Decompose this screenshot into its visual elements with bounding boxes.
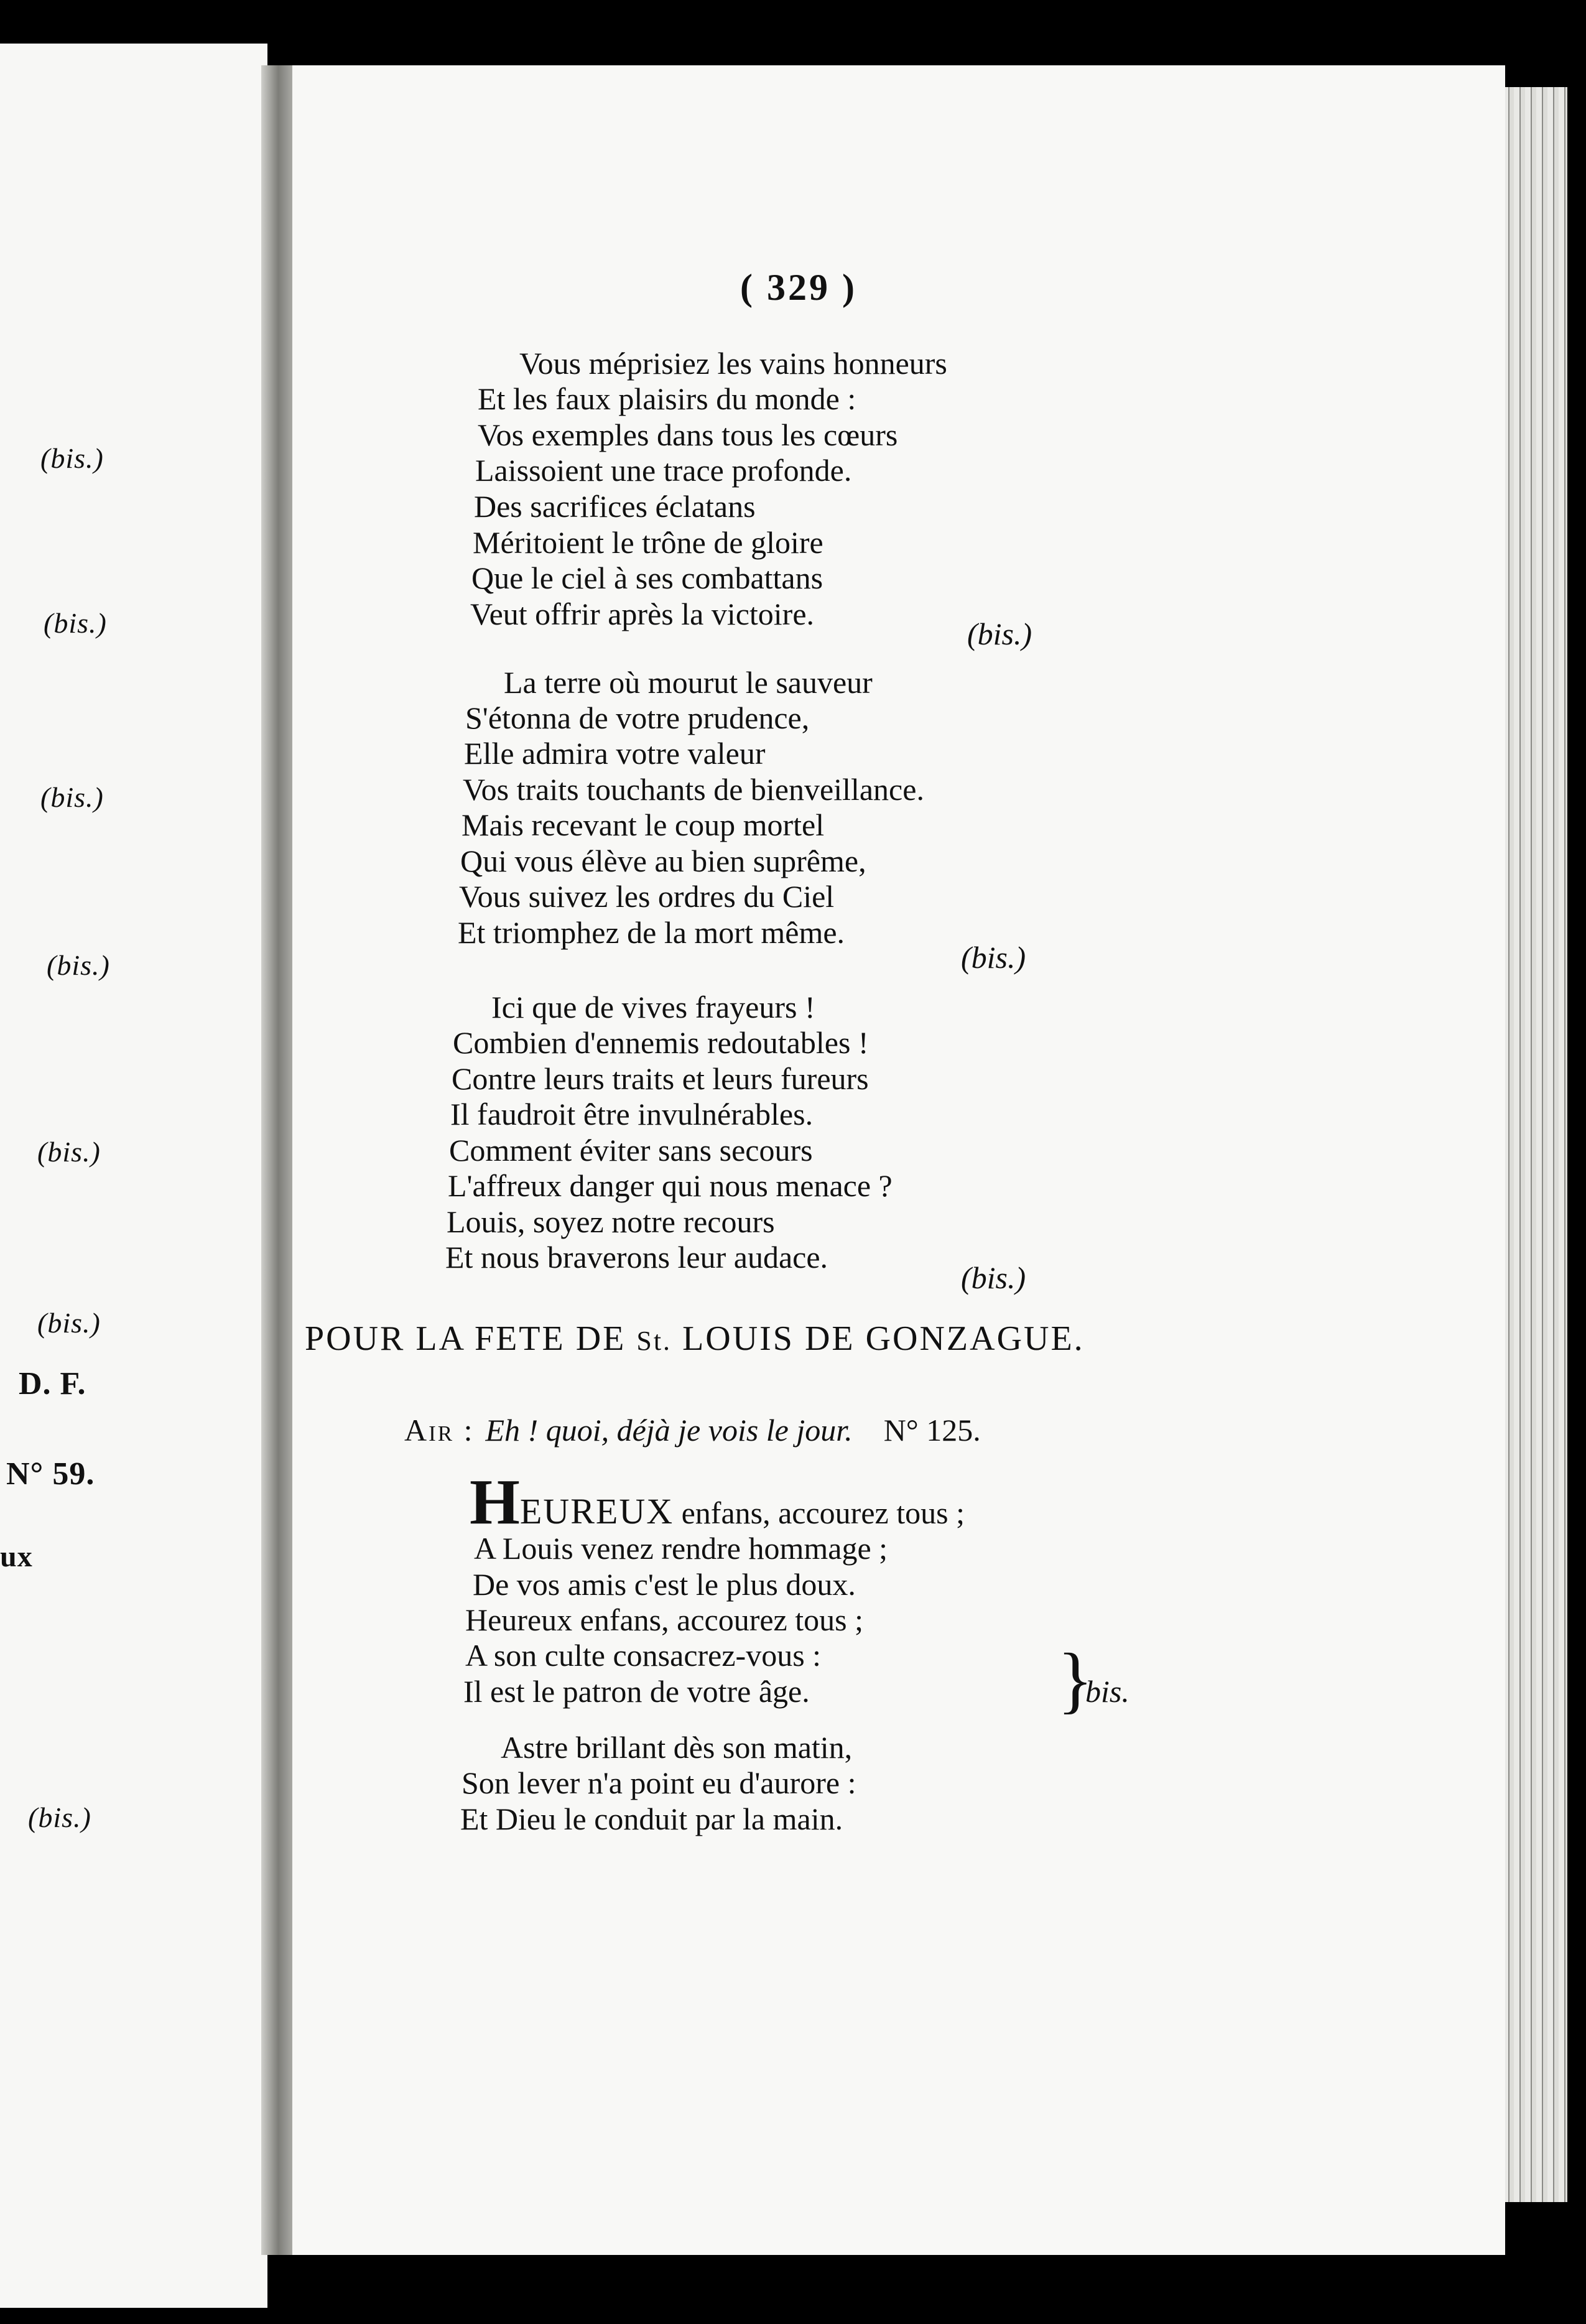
stanza-1-line-3: Vos exemples dans tous les cœurs <box>478 417 898 452</box>
first-line-rest: enfans, accourez tous ; <box>674 1495 965 1530</box>
stanza-4-line-4: Heureux enfans, accourez tous ; <box>465 1602 863 1637</box>
margin-no59: N° 59. <box>6 1456 95 1492</box>
stanza-2-bis: (bis.) <box>961 940 1026 975</box>
brace-glyph: } <box>1057 1638 1093 1721</box>
stanza-4-line-5: A son culte consacrez-vous : <box>465 1638 822 1673</box>
stanza-1-line-8: Veut offrir après la victoire. <box>470 597 815 631</box>
stanza-2-line-3: Elle admira votre valeur <box>464 736 766 771</box>
left-page-fragment <box>0 44 267 2308</box>
heading-post: LOUIS DE GONZAGUE. <box>672 1319 1085 1358</box>
page-number: ( 329 ) <box>740 267 857 308</box>
stanza-3-line-4: Il faudroit être invulnérables. <box>450 1097 814 1132</box>
margin-bis-4: (bis.) <box>47 949 110 981</box>
stanza-1-line-2: Et les faux plaisirs du monde : <box>478 381 856 416</box>
stanza-4-line-6: Il est le patron de votre âge. <box>463 1674 810 1709</box>
margin-bis-5: (bis.) <box>37 1136 101 1168</box>
section-heading <box>305 1319 1085 1359</box>
first-word-caps: EUREUX <box>519 1491 674 1532</box>
margin-bis-6: (bis.) <box>37 1307 101 1339</box>
margin-bis-7: (bis.) <box>28 1801 91 1833</box>
drop-cap: H <box>470 1466 520 1538</box>
brace-bis: bis. <box>1085 1674 1129 1709</box>
stanza-3-line-7: Louis, soyez notre recours <box>447 1204 775 1239</box>
margin-bis-3: (bis.) <box>40 781 104 813</box>
stanza-2-line-8: Et triomphez de la mort même. <box>458 915 845 950</box>
stanza-5-line-3: Et Dieu le conduit par la main. <box>460 1801 843 1836</box>
stanza-3-line-3: Contre leurs traits et leurs fureurs <box>452 1061 869 1096</box>
stanza-2-line-5: Mais recevant le coup mortel <box>461 807 825 842</box>
air-number: N° 125. <box>883 1413 981 1448</box>
stanza-1-line-1: Vous méprisiez les vains honneurs <box>519 346 947 381</box>
stanza-5-line-2: Son lever n'a point eu d'aurore : <box>461 1765 856 1800</box>
stanza-2-line-6: Qui vous élève au bien suprême, <box>460 844 866 878</box>
margin-df: D. F. <box>19 1366 86 1401</box>
stanza-3-line-6: L'affreux danger qui nous menace ? <box>448 1168 893 1203</box>
margin-ux: ux <box>0 1540 33 1573</box>
air-tune: Eh ! quoi, déjà je vois le jour. <box>485 1413 853 1448</box>
stanza-3-bis: (bis.) <box>961 1260 1026 1295</box>
stanza-2-line-4: Vos traits touchants de bienveillance. <box>463 772 924 807</box>
stanza-1-bis: (bis.) <box>967 616 1032 651</box>
stanza-4-line-2: A Louis venez rendre hommage ; <box>474 1531 888 1566</box>
stanza-1-line-4: Laissoient une trace profonde. <box>475 453 852 488</box>
stanza-3-line-2: Combien d'ennemis redoutables ! <box>453 1025 869 1060</box>
stanza-1-line-5: Des sacrifices éclatans <box>474 489 756 524</box>
margin-bis-2: (bis.) <box>44 607 107 639</box>
stanza-3-line-1: Ici que de vives frayeurs ! <box>491 990 815 1025</box>
stanza-2-line-1: La terre où mourut le sauveur <box>504 665 873 700</box>
stanza-4-line-3: De vos amis c'est le plus doux. <box>473 1567 856 1602</box>
stanza-4-line-1 <box>470 1465 965 1539</box>
air-line <box>404 1412 981 1448</box>
margin-bis-1: (bis.) <box>40 442 104 474</box>
stanza-3-line-8: Et nous braverons leur audace. <box>445 1240 828 1275</box>
stanza-3-line-5: Comment éviter sans secours <box>449 1133 813 1168</box>
stanza-2-line-7: Vous suivez les ordres du Ciel <box>459 879 835 914</box>
stanza-2-line-2: S'étonna de votre prudence, <box>465 700 810 735</box>
air-label: Air : <box>404 1413 475 1448</box>
book-gutter <box>261 65 292 2255</box>
heading-st: St. <box>636 1326 672 1356</box>
heading-pre: POUR LA FETE DE <box>305 1319 637 1358</box>
stanza-5-line-1: Astre brillant dès son matin, <box>501 1730 853 1765</box>
stanza-1-line-7: Que le ciel à ses combattans <box>471 560 823 595</box>
stanza-1-line-6: Méritoient le trône de gloire <box>473 525 823 560</box>
